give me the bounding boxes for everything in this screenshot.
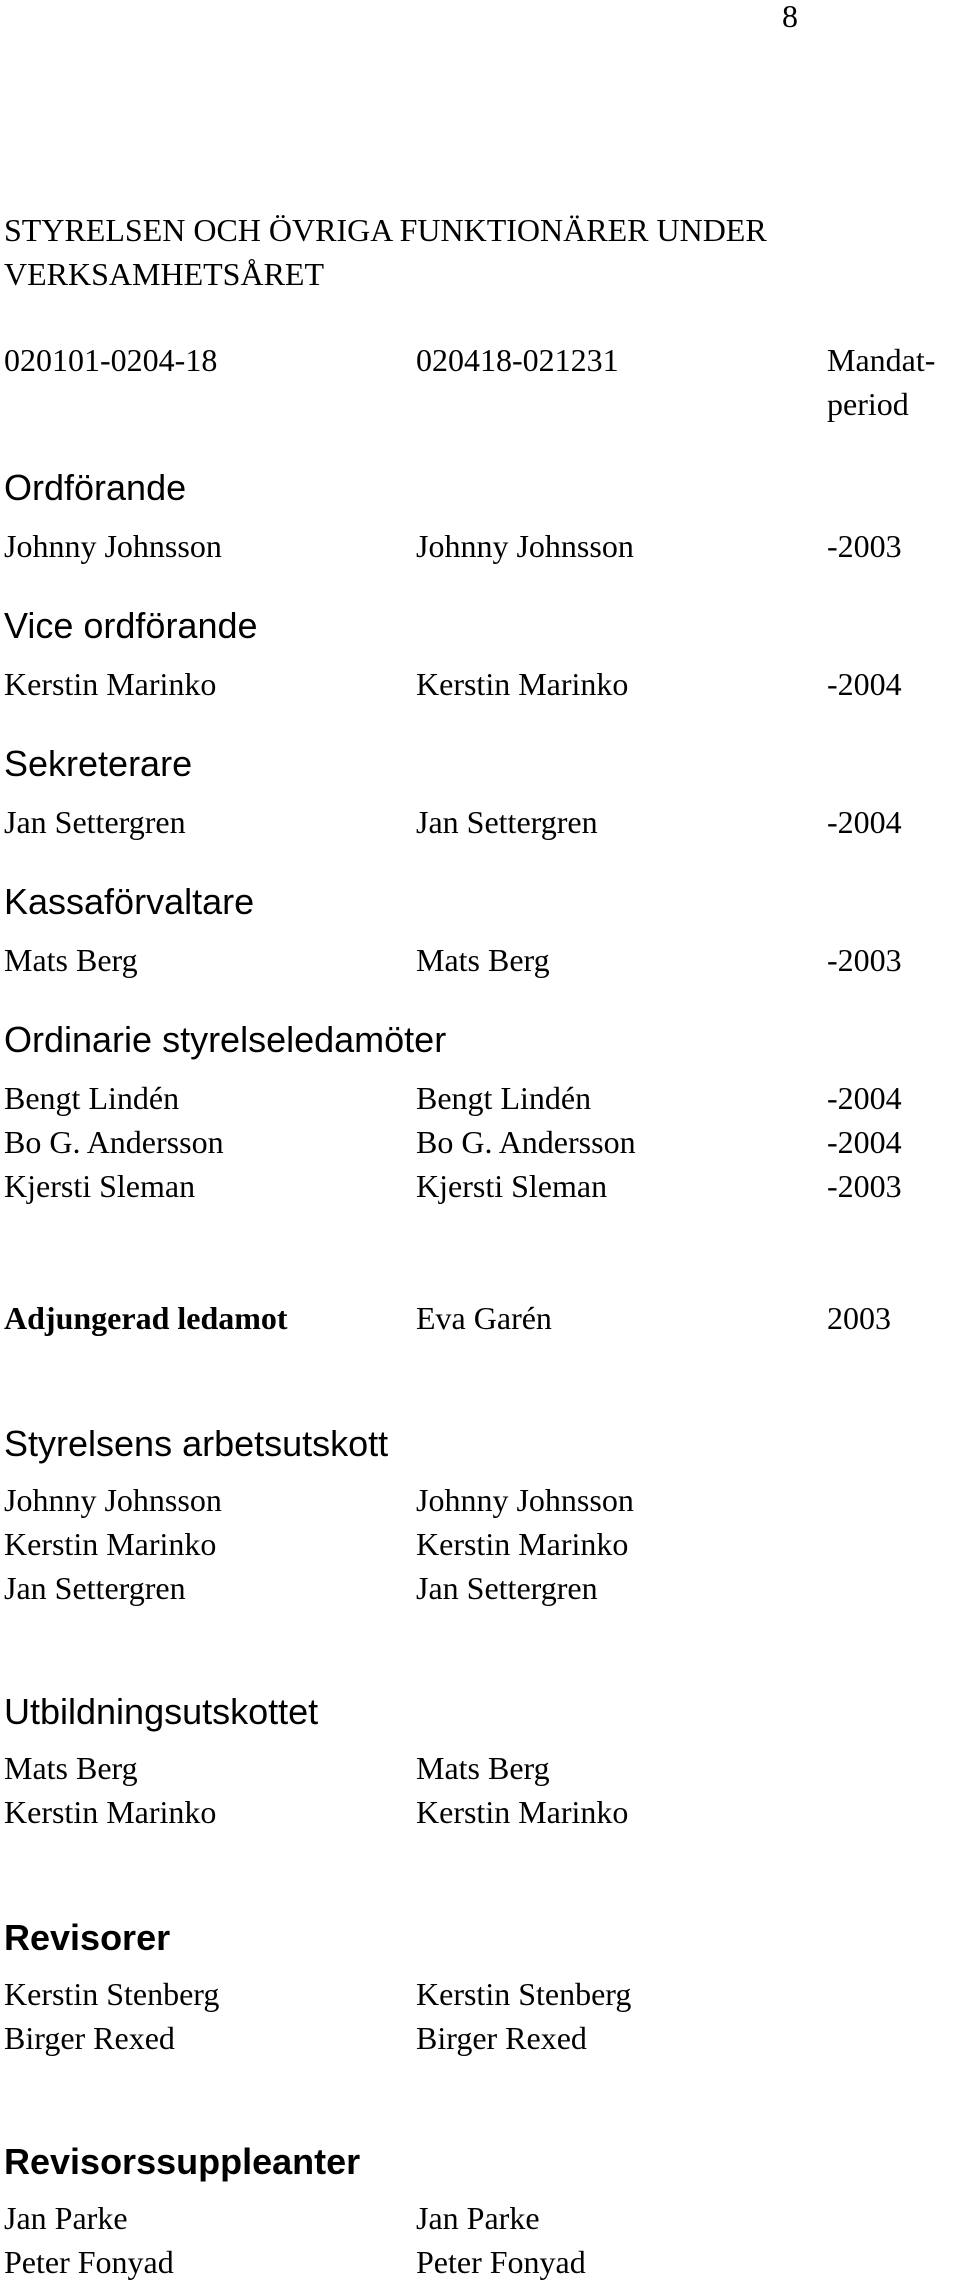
table-row — [0, 1478, 960, 1522]
member-name-first-period: Kerstin Marinko — [4, 666, 217, 702]
member-name-first-period: Peter Fonyad — [4, 2244, 174, 2280]
table-row — [0, 1790, 960, 1834]
table-row — [0, 938, 960, 982]
table-row — [0, 2196, 960, 2240]
member-name-first-period: Kerstin Marinko — [4, 1526, 217, 1562]
page-number: 8 — [782, 0, 798, 34]
section-heading-utbildningsutskottet: Utbildningsutskottet — [4, 1691, 319, 1732]
member-name-second-period: Mats Berg — [416, 942, 550, 978]
member-name-first-period: Kerstin Marinko — [4, 1794, 217, 1830]
section-heading-sekreterare: Sekreterare — [4, 743, 193, 784]
member-name-first-period: Mats Berg — [4, 942, 138, 978]
table-row — [0, 800, 960, 844]
member-name-second-period: Jan Settergren — [416, 804, 598, 840]
member-name-second-period: Johnny Johnsson — [416, 528, 634, 564]
section-heading-styrelsens-arbetsutskott: Styrelsens arbetsutskott — [4, 1423, 389, 1464]
table-row — [0, 662, 960, 706]
table-row — [0, 1746, 960, 1790]
member-name-first-period: Jan Parke — [4, 2200, 128, 2236]
member-name-second-period: Peter Fonyad — [416, 2244, 586, 2280]
member-name-second-period: Johnny Johnsson — [416, 1482, 634, 1518]
member-name-second-period: Kerstin Marinko — [416, 1526, 629, 1562]
member-name-second-period: Kerstin Marinko — [416, 1794, 629, 1830]
table-row — [0, 1566, 960, 1610]
mandate-period: -2004 — [827, 1124, 902, 1160]
member-name-second-period: Kerstin Stenberg — [416, 1976, 632, 2012]
mandate-period: -2004 — [827, 1080, 902, 1116]
section-heading-revisorer: Revisorer — [4, 1917, 171, 1958]
table-row — [0, 1522, 960, 1566]
member-name-second-period: Jan Parke — [416, 2200, 540, 2236]
member-name-first-period: Kerstin Stenberg — [4, 1976, 220, 2012]
member-name-first-period: Johnny Johnsson — [4, 528, 222, 564]
member-name-second-period: Bo G. Andersson — [416, 1124, 636, 1160]
member-name-first-period: Johnny Johnsson — [4, 1482, 222, 1518]
column-header-first-period: 020101-0204-18 — [4, 342, 218, 378]
adjungerad-ledamot-name: Eva Garén — [416, 1300, 552, 1336]
member-name-second-period: Mats Berg — [416, 1750, 550, 1786]
member-name-first-period: Mats Berg — [4, 1750, 138, 1786]
column-header-mandate-period: Mandat-period — [827, 342, 936, 422]
document-title: STYRELSEN OCH ÖVRIGA FUNKTIONÄRER UNDER VERKSAMHETSÅRET — [4, 212, 767, 292]
member-name-second-period: Jan Settergren — [416, 1570, 598, 1606]
mandate-period: -2003 — [827, 942, 902, 978]
section-heading-ordforande: Ordförande — [4, 467, 187, 508]
member-name-first-period: Bengt Lindén — [4, 1080, 180, 1116]
member-name-first-period: Bo G. Andersson — [4, 1124, 224, 1160]
member-name-second-period: Kerstin Marinko — [416, 666, 629, 702]
adjungerad-ledamot-label: Adjungerad ledamot — [4, 1300, 288, 1336]
member-name-second-period: Birger Rexed — [416, 2020, 587, 2056]
mandate-period: -2004 — [827, 666, 902, 702]
table-row — [0, 1120, 960, 1164]
section-heading-revisorssuppleanter: Revisorssuppleanter — [4, 2141, 361, 2182]
section-heading-ordinarie-styrelseledamoter: Ordinarie styrelseledamöter — [4, 1019, 447, 1060]
mandate-period: -2004 — [827, 804, 902, 840]
table-row — [0, 2240, 960, 2284]
table-row — [0, 1076, 960, 1120]
table-row — [0, 1972, 960, 2016]
section-heading-vice-ordforande: Vice ordförande — [4, 605, 258, 646]
member-name-first-period: Jan Settergren — [4, 804, 186, 840]
table-row — [0, 524, 960, 568]
table-row — [0, 2016, 960, 2060]
mandate-period: -2003 — [827, 528, 902, 564]
member-name-second-period: Bengt Lindén — [416, 1080, 592, 1116]
member-name-second-period: Kjersti Sleman — [416, 1168, 608, 1204]
member-name-first-period: Birger Rexed — [4, 2020, 175, 2056]
member-name-first-period: Jan Settergren — [4, 1570, 186, 1606]
column-header-second-period: 020418-021231 — [416, 342, 619, 378]
member-name-first-period: Kjersti Sleman — [4, 1168, 196, 1204]
table-row — [0, 1164, 960, 1208]
section-heading-kassaforvaltare: Kassaförvaltare — [4, 881, 255, 922]
mandate-period: -2003 — [827, 1168, 902, 1204]
adjungerad-ledamot-period: 2003 — [827, 1300, 891, 1336]
